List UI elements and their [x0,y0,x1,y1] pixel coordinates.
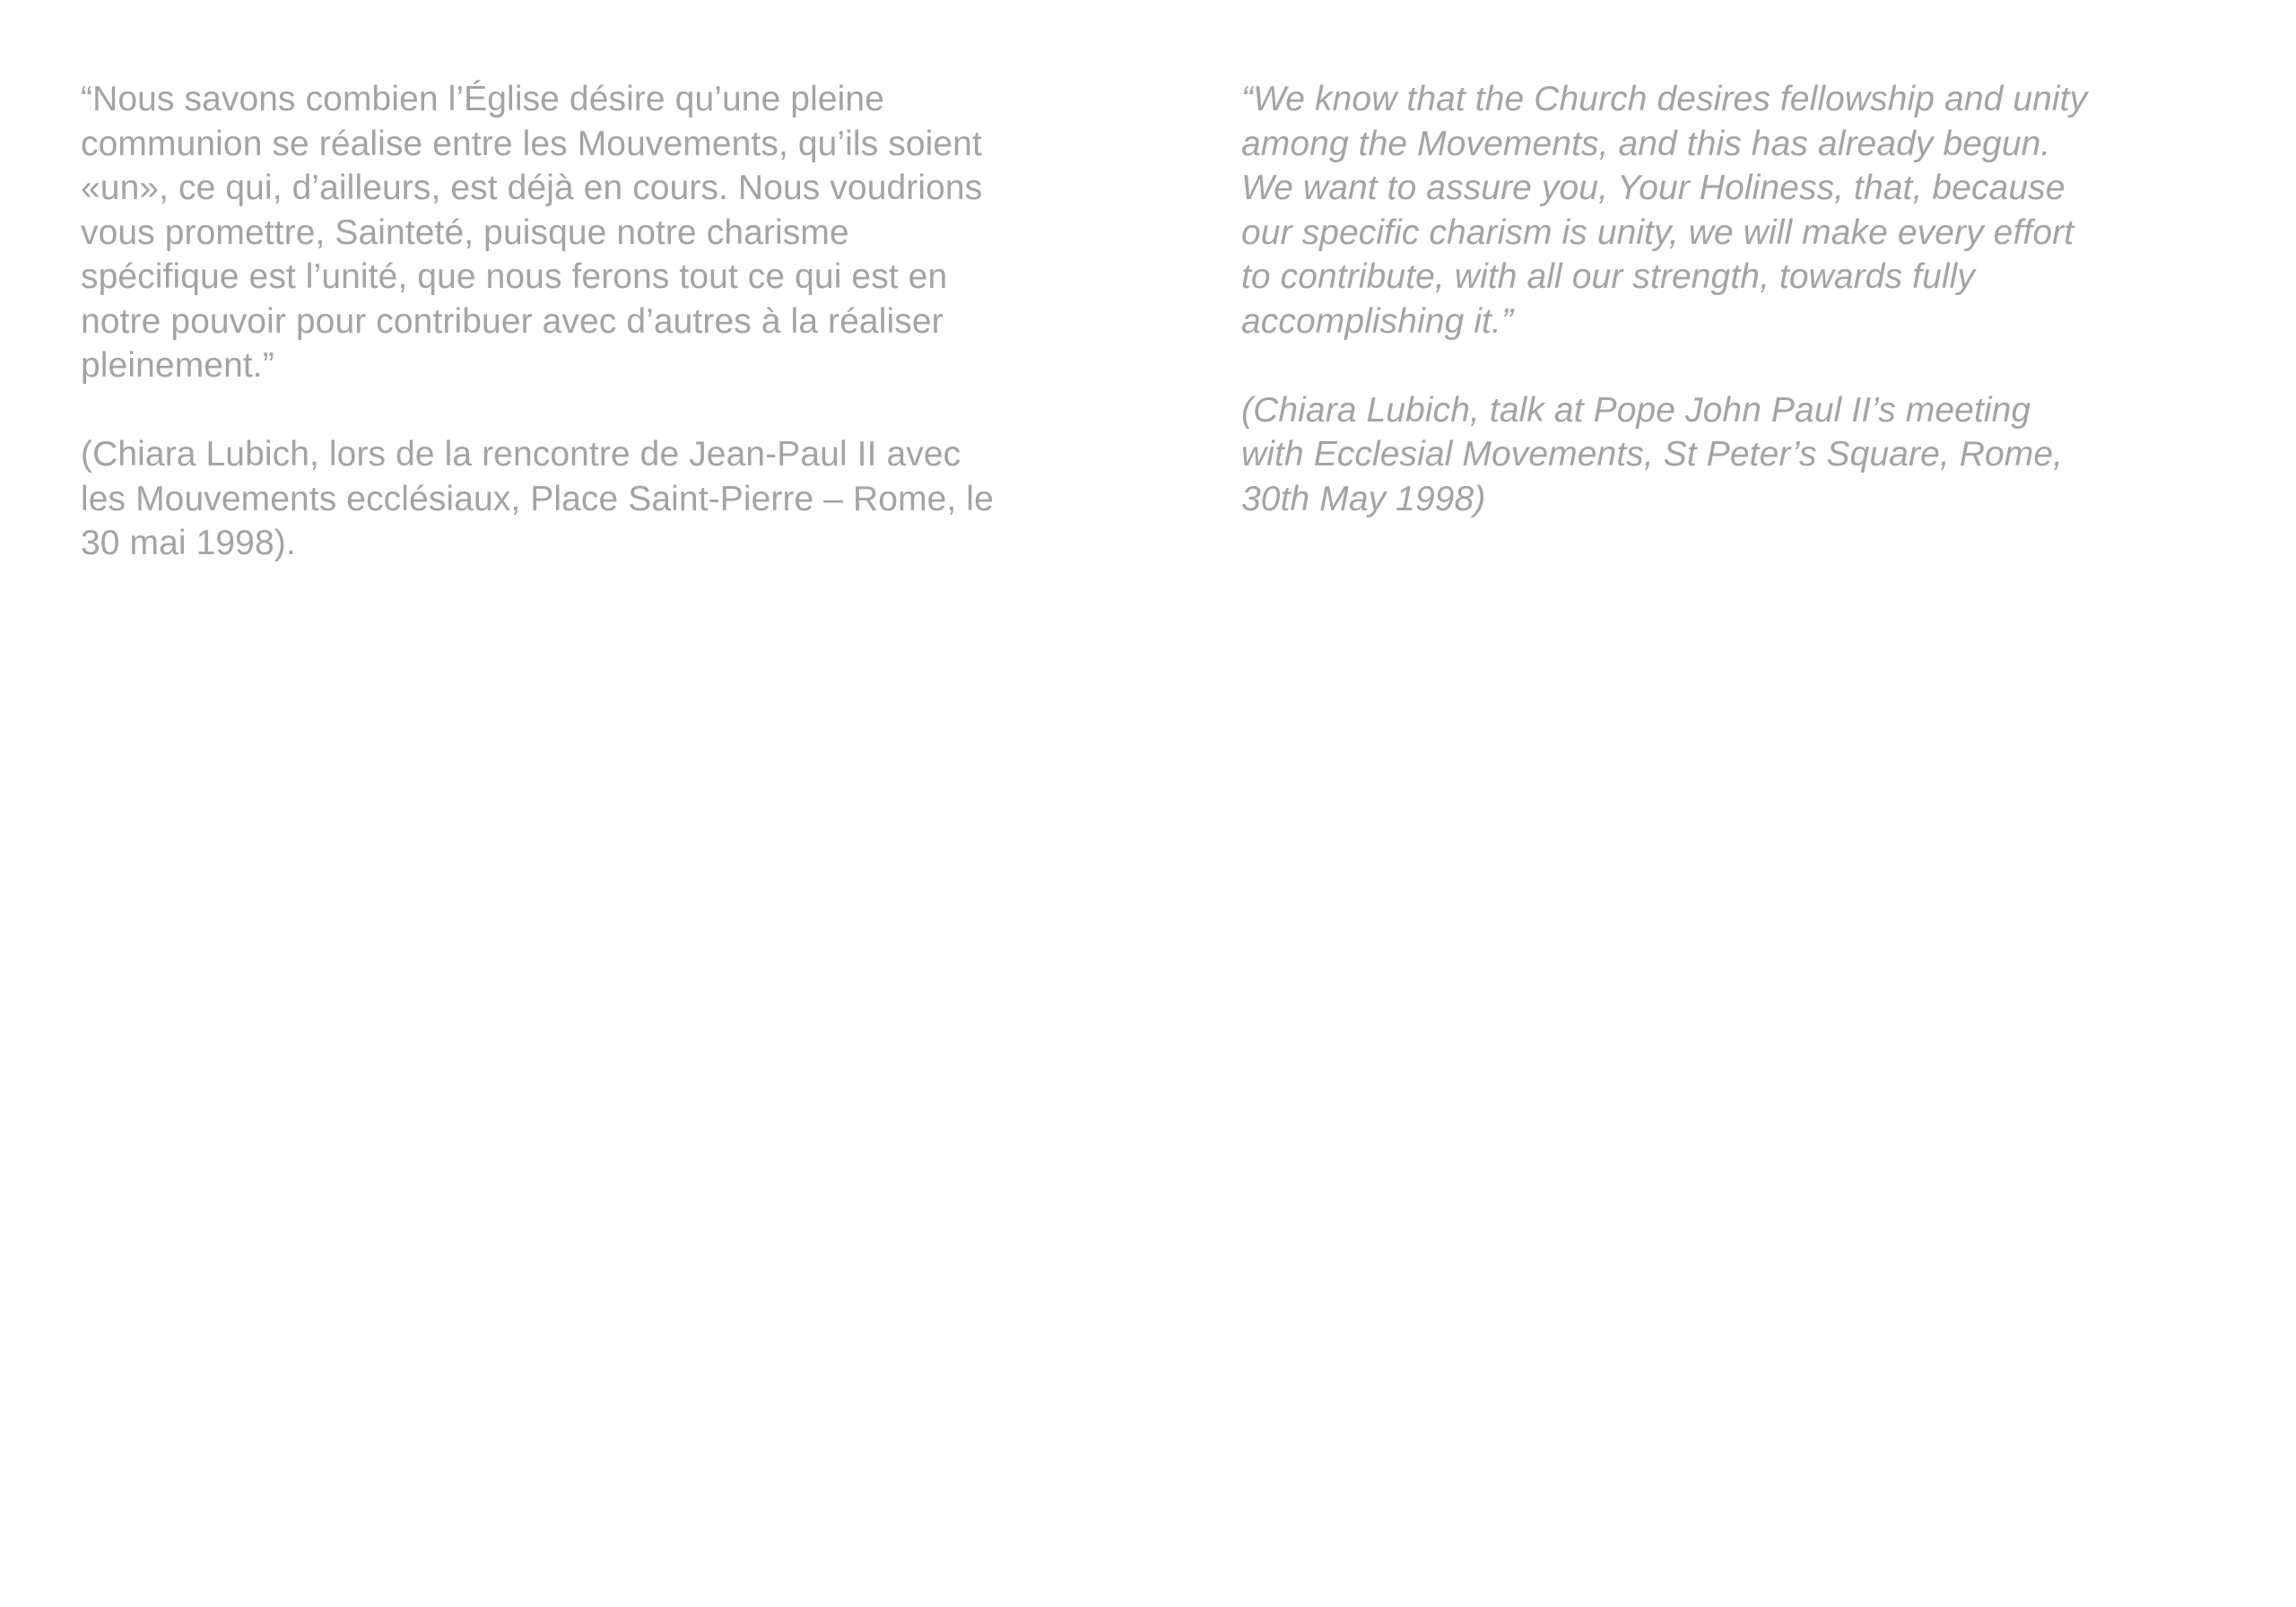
english-quote-line: our specific charism is unity, we will make every effort [1241,213,2074,252]
english-citation-line: with Ecclesial Movements, St Peter’s Square, Rome, [1241,435,2064,473]
english-quote-line: to contribute, with all our strength, towards fully [1241,257,1975,296]
english-citation-line: 30th May 1998) [1241,479,1486,518]
french-column [81,77,1112,566]
french-citation-line: 30 mai 1998). [81,524,296,562]
english-column [1241,77,2255,521]
french-citation-line: les Mouvements ecclésiaux, Place Saint-Pierre – Rome, le [81,479,994,518]
french-citation-line: (Chiara Lubich, lors de la rencontre de Jean-Paul II avec [81,435,961,473]
french-quote-line: “Nous savons combien l’Église désire qu’une pleine [81,80,885,118]
french-quote-line: pleinement.” [81,346,274,385]
paragraph-spacer [1241,343,2255,388]
french-quote-line: spécifique est l’unité, que nous ferons tout ce qui est en [81,257,948,296]
english-quote-line: “We know that the Church desires fellowship and unity [1241,80,2088,118]
english-citation [1241,388,2255,522]
paragraph-spacer [81,388,1112,433]
french-quote-line: communion se réalise entre les Mouvements, qu’ils soient [81,124,982,163]
french-citation [81,432,1112,566]
english-quote [1241,77,2255,343]
english-quote-line: among the Movements, and this has already begun. [1241,124,2051,163]
french-quote-line: «un», ce qui, d’ailleurs, est déjà en cours. Nous voudrions [81,169,983,207]
english-quote-line: We want to assure you, Your Holiness, that, because [1241,169,2066,207]
french-quote [81,77,1112,388]
french-quote-line: notre pouvoir pour contribuer avec d’autres à la réaliser [81,301,944,341]
english-quote-line: accomplishing it.” [1241,301,1514,341]
english-citation-line: (Chiara Lubich, talk at Pope John Paul II’s meeting [1241,390,2031,430]
french-quote-line: vous promettre, Sainteté, puisque notre charisme [81,213,849,252]
